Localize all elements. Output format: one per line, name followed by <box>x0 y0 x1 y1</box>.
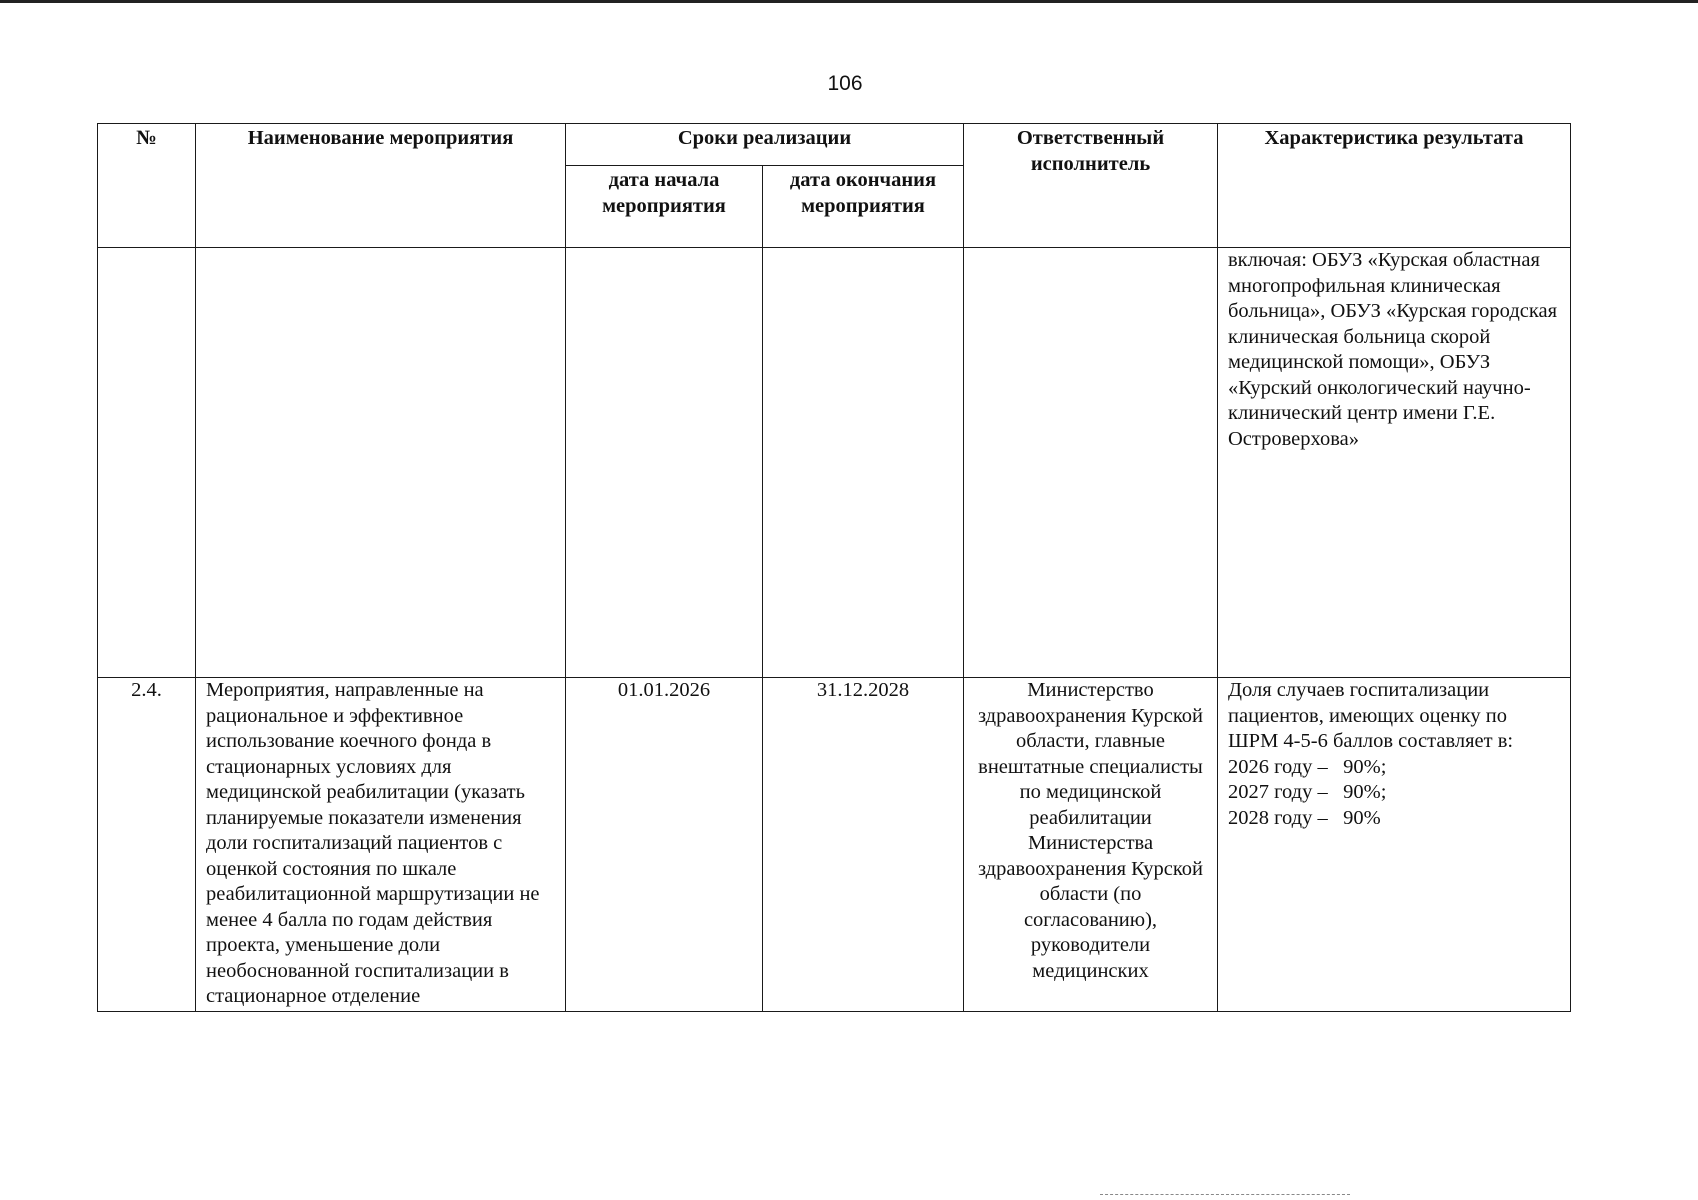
cont-responsible-cell <box>964 248 1218 678</box>
header-result: Характеристика результата <box>1218 124 1571 248</box>
header-responsible: Ответственный исполнитель <box>964 124 1218 248</box>
end-date: 31.12.2028 <box>763 678 964 1012</box>
result-line-2027: 2027 году – 90%; <box>1228 781 1387 803</box>
cont-start-cell <box>566 248 763 678</box>
header-row-1 <box>98 124 1571 166</box>
header-end-date: дата окончания мероприятия <box>763 166 964 248</box>
start-date: 01.01.2026 <box>566 678 763 1012</box>
result-characteristic <box>1218 678 1571 1012</box>
page-number: 106 <box>827 72 863 95</box>
activities-table <box>97 123 1571 1012</box>
header-name: Наименование мероприятия <box>196 124 566 248</box>
header-start-date: дата начала мероприятия <box>566 166 763 248</box>
continuation-row <box>98 248 1571 678</box>
responsible-executor: Министерство здравоохранения Курской области, главные внештатные специалисты по медицинской реабилитации Министерства здравоохранения Курской области (по согласованию), руководители медицинских <box>964 678 1218 1012</box>
cont-name-cell <box>196 248 566 678</box>
row-number: 2.4. <box>98 678 196 1012</box>
table-row-2-4 <box>98 678 1571 1012</box>
cont-end-cell <box>763 248 964 678</box>
scan-top-border <box>0 0 1698 3</box>
result-intro: Доля случаев госпитализации пациентов, имеющих оценку по ШРМ 4-5-6 баллов составляет в: <box>1228 679 1514 752</box>
activity-name: Мероприятия, направленные на рациональное и эффективное использование коечного фонда в стационарных условиях для медицинской реабилитации (указать планируемые показатели изменения доли госпитализаций пациентов с оценкой состояния по шкале реабилитационной маршрутизации не менее 4 балла по годам действия проекта, уменьшение доли необоснованной госпитализации в стационарное отделение <box>196 678 566 1012</box>
result-line-2026: 2026 году – 90%; <box>1228 755 1387 778</box>
cont-num-cell <box>98 248 196 678</box>
scan-artifact-line <box>1100 1194 1350 1196</box>
cont-result-cell: включая: ОБУЗ «Курская областная многопрофильная клиническая больница», ОБУЗ «Курская городская клиническая больница скорой медицинской помощи», ОБУЗ «Курский онкологический научно-клинический центр имени Г.Е. Островерхова» <box>1218 248 1571 678</box>
result-line-2028: 2028 году – 90% <box>1228 806 1381 829</box>
header-deadlines: Сроки реализации <box>566 124 964 166</box>
header-num: № <box>98 124 196 248</box>
